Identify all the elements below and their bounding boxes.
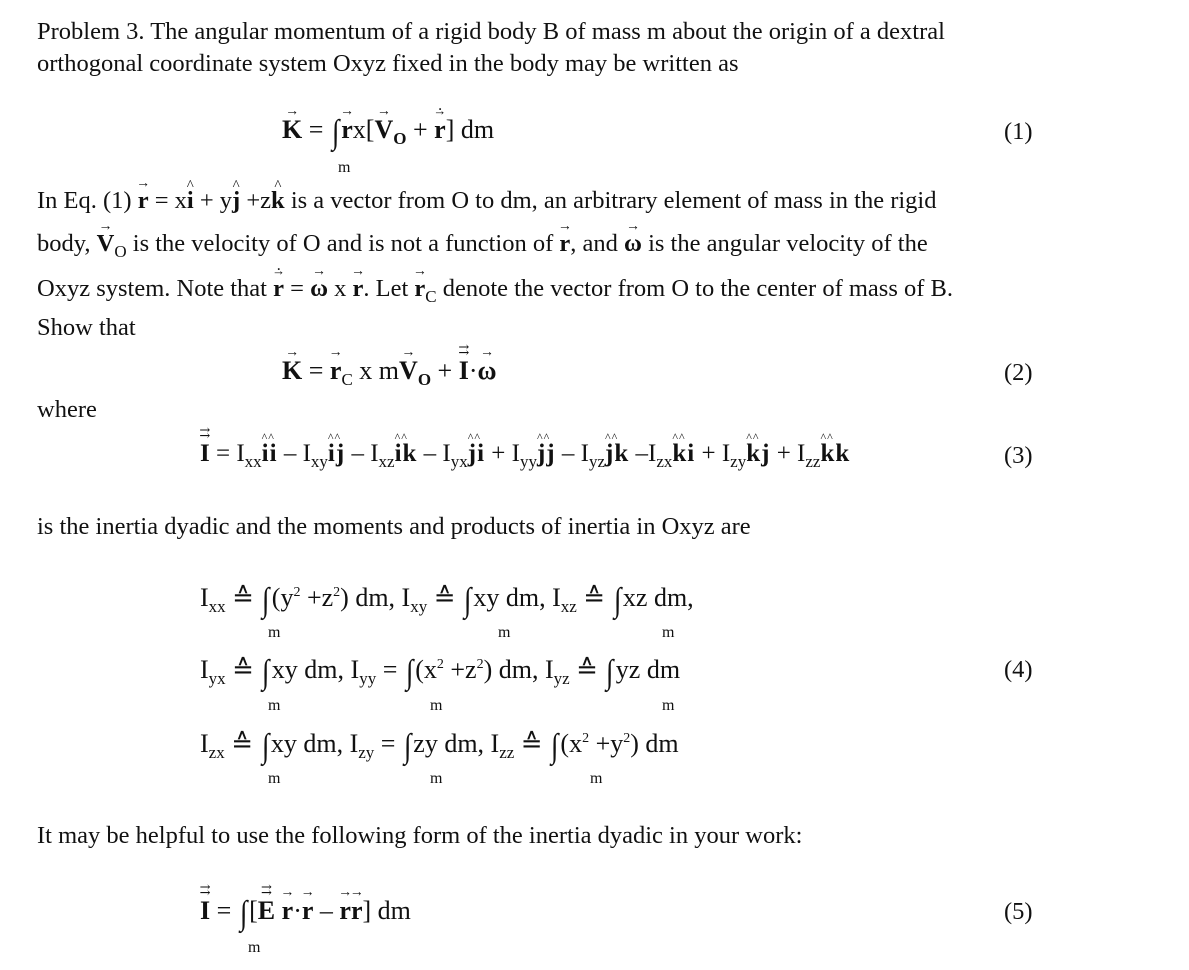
eq4-limit-8: m: [430, 770, 443, 787]
text-and: , and: [570, 230, 618, 257]
equation-1-limit: m: [338, 159, 351, 176]
eq4-limit-2: m: [498, 624, 511, 641]
equation-number-5: (5): [1004, 898, 1033, 925]
eq4-limit-3: m: [662, 624, 675, 641]
inertia-dyadic-sentence: is the inertia dyadic and the moments and products of inertia in Oxyz are: [37, 513, 751, 540]
text-angular-velocity-description: is the angular velocity of the: [648, 230, 928, 257]
text-in-eq-1: In Eq. (1): [37, 187, 132, 214]
equation-4-row-1: $I_{xx}$ ≙ $\int(y^2 +z^2)$ dm, $I_{xy}$ ≙ ∫xy dm, $I_{xz}$ ≙ ∫xz dm,: [200, 582, 694, 619]
equation-4-row-3: $I_{zx}$ ≙ ∫xy dm, $I_{zy} = \int zy$ dm, $I_{zz}$ ≙ $\int(x^2 +y^2)$ dm: [200, 728, 679, 765]
equation-5-limit: m: [248, 939, 261, 956]
eq4-limit-6: m: [662, 697, 675, 714]
paragraph-line-2: body, → $V_O$ is the velocity of O and is not a function of → r, and → ω is the angular velocity of the: [37, 232, 928, 260]
paragraph-line-3: Oxyz system. Note that → r . = → ω x → r. Let → $r_C$ denote the vector from O to the center of mass of B.: [37, 277, 953, 305]
equation-4-row-2: $I_{yx}$ ≙ ∫xy dm, $I_{yy} = \int(x^2 +z^2)$ dm, $I_{yz}$ ≙ ∫yz dm: [200, 654, 681, 691]
text-center-of-mass-description: denote the vector from O to the center of mass of B.: [442, 275, 954, 302]
eq4-limit-4: m: [268, 697, 281, 714]
equation-number-2: (2): [1004, 359, 1033, 386]
text-let: . Let: [363, 275, 409, 302]
eq4-limit-1: m: [268, 624, 281, 641]
equation-number-3: (3): [1004, 442, 1033, 469]
helpful-sentence: It may be helpful to use the following form of the inertia dyadic in your work:: [37, 822, 803, 849]
equation-1: → K = ∫→ $rx[\to V_O$ + → r .] dm: [282, 116, 494, 150]
equation-5: ⇉ I = ∫[⇉ E → r·→ r – → r→ r] dm: [200, 897, 411, 931]
problem-statement-line-2: orthogonal coordinate system Oxyz fixed in the body may be written as: [37, 50, 739, 77]
text-note-that: Oxyz system. Note that: [37, 275, 267, 302]
text-velocity-description: is the velocity of O and is not a function of: [132, 230, 554, 257]
eq4-limit-5: m: [430, 697, 443, 714]
paragraph-line-1: In Eq. (1) → r = x^ i + y^ j +z^ k is a vector from O to dm, an arbitrary element of mass in the rigid: [37, 189, 936, 214]
text-body: body,: [37, 230, 91, 257]
text-vector-description: is a vector from O to dm, an arbitrary element of mass in the rigid: [290, 187, 937, 214]
equation-3: ⇉ $I = I_{xx}\^{}$ ^ ii – $I_{xy}\^{}$ ^ ij – $I_{xz}\^{}$ ^ ik – $I_{yx}\^{}$ ^ ji + $I_{yy}\^{}$ ^ jj – $I_{yz}\^{}$ ^ jk $-I_{zx}\^{}$ ^ ki + $I_{zy}\^{}$ ^ kj + $I_{zz}\^{}$ ^ kk: [200, 441, 850, 470]
eq4-limit-9: m: [590, 770, 603, 787]
paragraph-line-4: Show that: [37, 314, 136, 341]
equation-number-4: (4): [1004, 656, 1033, 683]
where-text: where: [37, 396, 97, 423]
eq4-limit-7: m: [268, 770, 281, 787]
problem-statement-line-1: Problem 3. The angular momentum of a rigid body B of mass m about the origin of a dextral: [37, 18, 945, 45]
equation-number-1: (1): [1004, 118, 1033, 145]
equation-2: → K = → $r_C$ x $m\to V_O$ + ⇉ I·→ ω: [282, 358, 497, 388]
